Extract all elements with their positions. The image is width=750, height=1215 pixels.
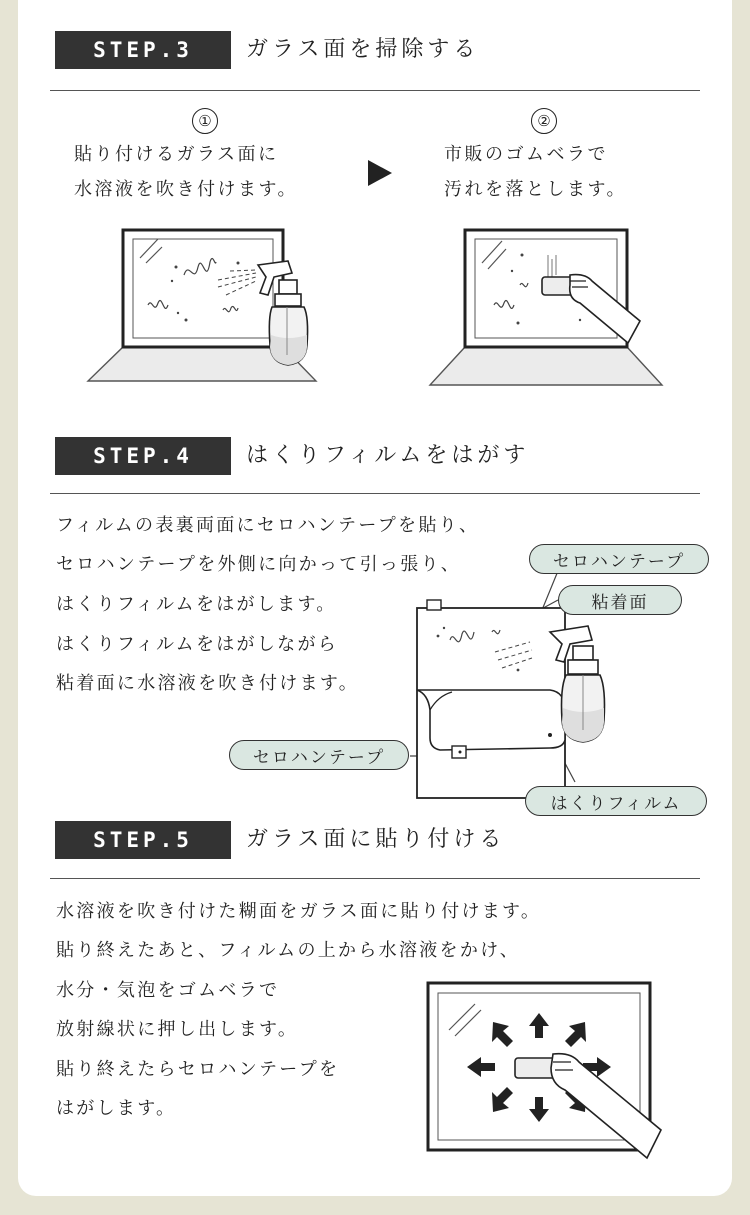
step3-title: ガラス面を掃除する	[246, 37, 480, 62]
step4-line-3: はくりフィルムをはがします。	[56, 594, 337, 615]
step4-line-5: 粘着面に水溶液を吹き付けます。	[56, 673, 360, 694]
step5-line-1: 水溶液を吹き付けた糊面をガラス面に貼り付けます。	[56, 901, 542, 922]
step3-item2-line1: 市販のゴムベラで	[444, 144, 608, 165]
window-squeegee-illustration	[430, 225, 670, 390]
step4-title: はくりフィルムをはがす	[246, 443, 530, 468]
step5-line-6: はがします。	[56, 1098, 177, 1119]
step3-item2-line2: 汚れを落とします。	[444, 179, 628, 200]
step4-badge: STEP.4	[55, 437, 231, 475]
step3-number-2: ②	[531, 108, 557, 134]
step3-item1-line1: 貼り付けるガラス面に	[74, 144, 279, 165]
step4-line-2: セロハンテープを外側に向かって引っ張り、	[56, 554, 462, 575]
label-release-film: はくりフィルム	[525, 786, 707, 816]
step3-badge: STEP.3	[55, 31, 231, 69]
step5-line-4: 放射線状に押し出します。	[56, 1019, 299, 1040]
step3-item1-line2: 水溶液を吹き付けます。	[74, 179, 299, 200]
step5-divider	[50, 878, 700, 879]
step3-number-1: ①	[192, 108, 218, 134]
step5-line-2: 貼り終えたあと、フィルムの上から水溶液をかけ、	[56, 940, 521, 961]
step5-line-5: 貼り終えたらセロハンテープを	[56, 1059, 340, 1080]
window-spray-illustration	[88, 225, 328, 385]
triangle-right-icon	[368, 160, 392, 186]
label-adhesive-side: 粘着面	[558, 585, 682, 615]
label-tape-top: セロハンテープ	[529, 544, 709, 574]
label-tape-bottom: セロハンテープ	[229, 740, 409, 770]
step3-divider	[50, 90, 700, 91]
step4-line-1: フィルムの表裏両面にセロハンテープを貼り、	[56, 515, 480, 536]
step5-title: ガラス面に貼り付ける	[246, 827, 506, 852]
window-radial-squeegee-illustration	[425, 980, 665, 1170]
step5-line-3: 水分・気泡をゴムベラで	[56, 980, 280, 1001]
step4-line-4: はくりフィルムをはがしながら	[56, 634, 339, 655]
step4-divider	[50, 493, 700, 494]
step5-badge: STEP.5	[55, 821, 231, 859]
